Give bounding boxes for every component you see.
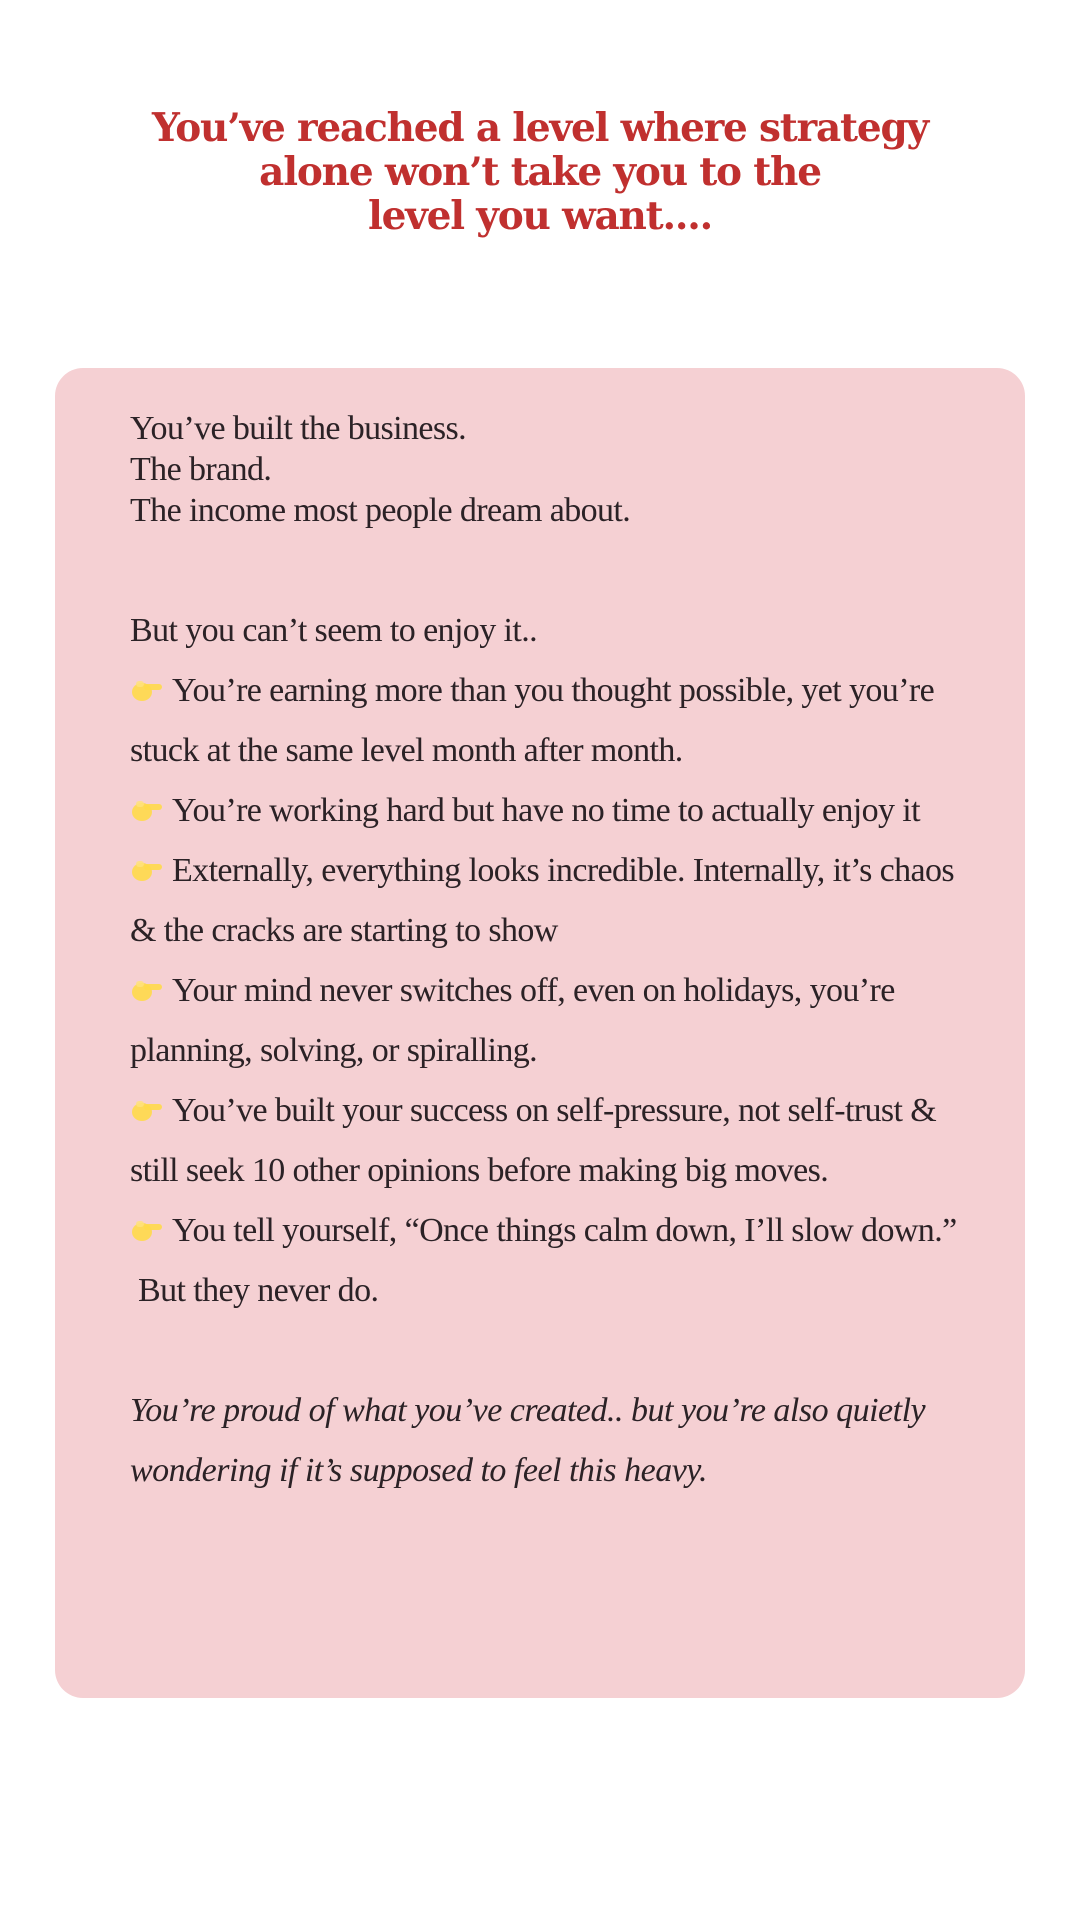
intro-line: You’ve built the business. [130,410,467,447]
pointing-hand-icon [130,678,164,704]
pointing-hand-icon [130,1218,164,1244]
headline-line: alone won’t take you to the [259,149,821,195]
bullet-item [130,1201,970,1261]
bullet-text: You tell yourself, “Once things calm down, I’ll slow down.” [172,1212,957,1249]
spacer [130,1321,970,1381]
pointing-hand-icon [130,978,164,1004]
pointing-hand-icon [130,858,164,884]
lead-line: But you can’t seem to enjoy it.. [130,612,537,649]
headline-line: level you want.... [367,193,713,239]
bullet-item [130,781,970,841]
italic-paragraph: You’re proud of what you’ve created.. but you’re also quietly wondering if it’s supposed to feel this heavy. [130,1392,926,1489]
pointing-hand-icon [130,1098,164,1124]
content-card [55,368,1025,1698]
card-body [130,408,970,1501]
spacer [130,531,970,601]
pointing-hand-icon [130,798,164,824]
bullet-text: You’re earning more than you thought possible, yet you’re stuck at the same level month after month. [130,672,935,769]
bullet-item [130,1081,970,1201]
intro-line: The income most people dream about. [130,492,631,529]
closing-line: But they never do. [138,1272,379,1309]
bullet-text: You’ve built your success on self-pressure, not self-trust & still seek 10 other opinions before making big moves. [130,1092,937,1189]
bullet-text: Your mind never switches off, even on holidays, you’re planning, solving, or spiralling. [130,972,895,1069]
bullet-text: Externally, everything looks incredible. Internally, it’s chaos & the cracks are starting to show [130,852,955,949]
bullet-item [130,841,970,961]
bullet-text: You’re working hard but have no time to actually enjoy it [172,792,920,829]
headline [140,106,940,238]
intro-line: The brand. [130,451,272,488]
bullet-item [130,661,970,781]
bullet-item [130,961,970,1081]
headline-line: You’ve reached a level where strategy [151,105,928,151]
